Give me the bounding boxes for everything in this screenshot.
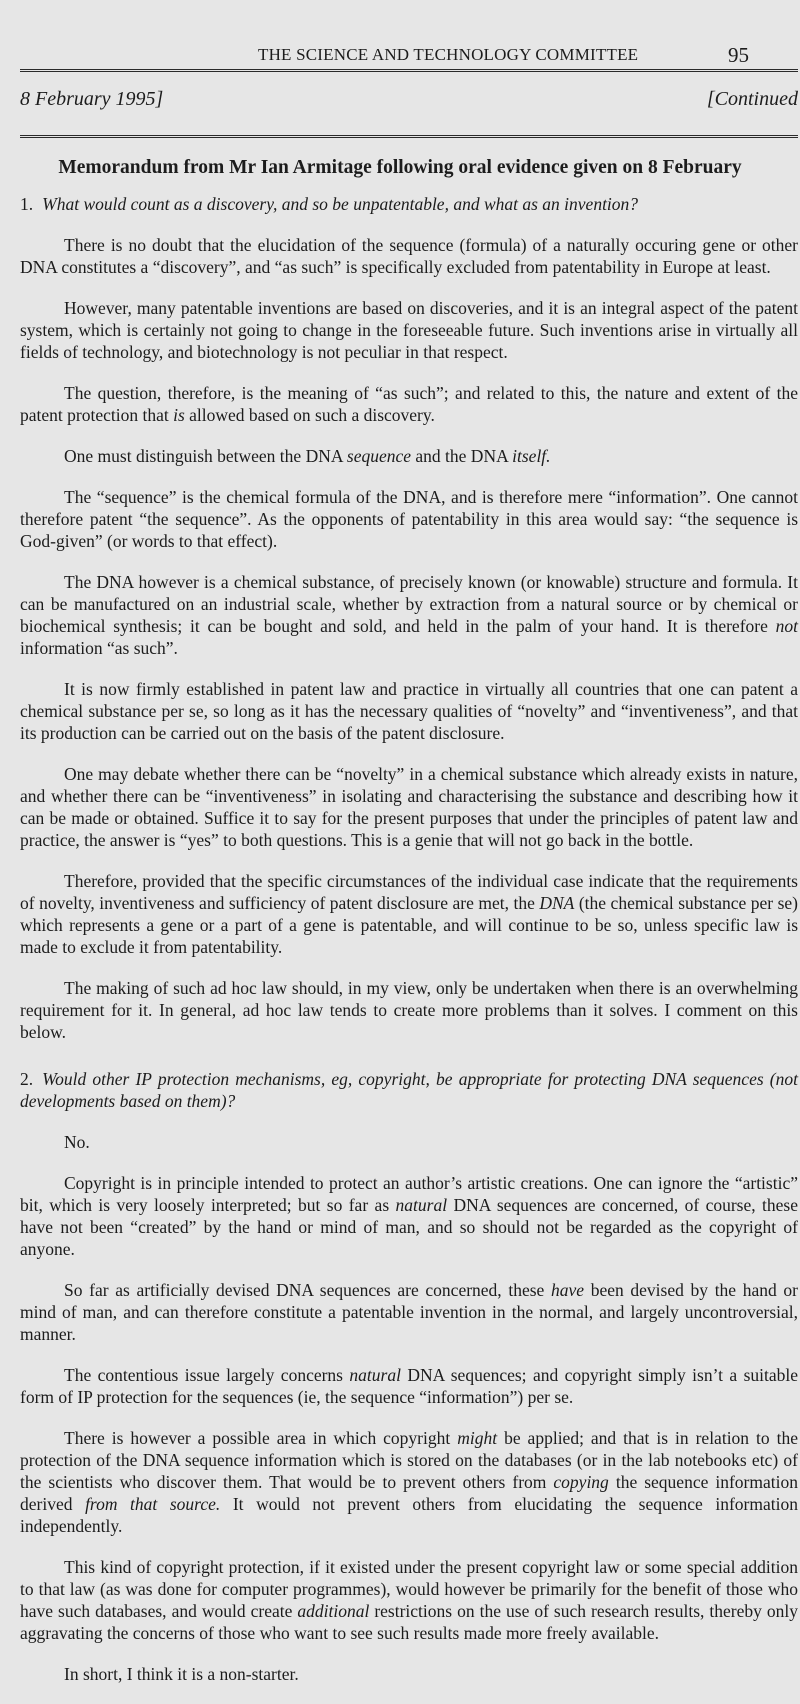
- paragraph: [20, 382, 798, 426]
- text-run: information “as such”.: [20, 638, 178, 658]
- text-run: and the DNA: [411, 446, 513, 466]
- emphasis: have: [550, 1280, 585, 1300]
- paragraph: [20, 1556, 798, 1644]
- text-run: The DNA however is a chemical substance, of precisely known (or knowable) structure and formula. It can be manufactured on an industrial scale, whether by extraction from a natural source or by chemical or biochemical synthesis; it can be bought and sold, and held in the palm of your hand. It is therefore: [20, 572, 798, 636]
- text-run: DNA sequences; and copyright simply isn’t a suitable form of IP protection for the sequences (ie, the sequence “information”) per se.: [20, 1365, 798, 1407]
- text-run: One must distinguish between the DNA: [64, 446, 347, 466]
- text-run: be applied; and that is in relation to the protection of the DNA sequence information which is stored on the databases (or in the lab notebooks etc) of the scientists who discover them. That would be to prevent others from: [20, 1428, 798, 1492]
- paragraph: One may debate whether there can be “novelty” in a chemical substance which already exists in nature, and whether there can be “inventiveness” in isolating and characterising the substance and describing how it can be made or obtained. Suffice it to say for the present purposes that under the principles of patent law and practice, the answer is “yes” to both questions. This is a genie that will not go back in the bottle.: [20, 764, 798, 850]
- emphasis: from that source.: [85, 1494, 221, 1514]
- question-number: 1.: [20, 194, 34, 214]
- question-2: [20, 1068, 798, 1112]
- paragraph: [20, 445, 798, 467]
- paragraph: [20, 1364, 798, 1408]
- emphasis: is: [173, 405, 185, 425]
- emphasis: not: [775, 616, 798, 636]
- paragraph: It is now firmly established in patent law and practice in virtually all countries that one can patent a chemical substance per se, so long as it has the necessary qualities of “novelty” and “inventiveness”, and that its production can be carried out on the basis of the patent disclosure.: [20, 679, 798, 743]
- text-run: The question, therefore, is the meaning of “as such”; and related to this, the nature and extent of the patent protection that: [20, 383, 798, 425]
- question-number: 2.: [20, 1069, 34, 1089]
- emphasis: additional: [297, 1601, 370, 1621]
- session-date: 8 February 1995]: [20, 88, 164, 110]
- text-run: So far as artificially devised DNA sequences are concerned, these: [64, 1280, 551, 1300]
- continued-label: [Continued: [706, 88, 798, 110]
- paragraph: No.: [64, 1132, 90, 1152]
- text-run: (the chemical substance per se) which represents a gene or a part of a gene is patentable, and will continue to be so, unless specific law is made to exclude it from patentability.: [20, 893, 798, 957]
- paragraph: [20, 1172, 798, 1260]
- paragraph: [20, 1279, 798, 1345]
- text-run: The contentious issue largely concerns: [64, 1365, 350, 1385]
- memo-body: [20, 193, 798, 1704]
- text-run: been devised by the hand or mind of man, and can therefore constitute a patentable invention in the normal, and largely uncontroversial, manner.: [20, 1280, 798, 1344]
- question-1: [20, 193, 798, 215]
- paragraph: [20, 1427, 798, 1537]
- question-text: Would other IP protection mechanisms, eg, copyright, be appropriate for protecting DNA sequences (not developments based on them)?: [20, 1069, 798, 1111]
- running-title: THE SCIENCE AND TECHNOLOGY COMMITTEE: [258, 45, 639, 64]
- text-run: There is however a possible area in which copyright: [64, 1428, 458, 1448]
- emphasis: DNA: [539, 893, 575, 913]
- paragraph: There is no doubt that the elucidation of the sequence (formula) of a naturally occuring gene or other DNA constitutes a “discovery”, and “as such” is specifically excluded from patentability in Europe at least.: [20, 235, 798, 277]
- text-run: Copyright is in principle intended to protect an author’s artistic creations. One can ignore the “artistic” bit, which is very loosely interpreted; but so far as: [20, 1173, 798, 1215]
- emphasis: itself.: [512, 446, 551, 466]
- text-run: This kind of copyright protection, if it existed under the present copyright law or some special addition to that law (as was done for computer programmes), would however be primarily for the benefit of those who have such databases, and would create: [20, 1557, 798, 1621]
- header-rule-bottom: [20, 135, 798, 138]
- emphasis: copying: [553, 1472, 609, 1492]
- paragraph: The making of such ad hoc law should, in my view, only be undertaken when there is an overwhelming requirement for it. In general, ad hoc law tends to create more problems than it solves. I comment on this below.: [20, 978, 798, 1042]
- header-rule-top: [20, 69, 798, 72]
- emphasis: natural: [349, 1365, 401, 1385]
- page-number: 95: [728, 43, 749, 67]
- emphasis: sequence: [346, 446, 412, 466]
- emphasis: natural: [395, 1195, 448, 1215]
- text-run: restrictions on the use of such research results, thereby only aggravating the concerns of those who want to see such results made more freely available.: [20, 1601, 798, 1643]
- paragraph: The “sequence” is the chemical formula of the DNA, and is therefore mere “information”. One cannot therefore patent “the sequence”. As the opponents of patentability in this area would say: “the sequence is God-given” (or words to that effect).: [20, 487, 798, 551]
- question-text: What would count as a discovery, and so be unpatentable, and what as an invention?: [42, 194, 639, 214]
- paragraph: However, many patentable inventions are based on discoveries, and it is an integral aspect of the patent system, which is certainly not going to change in the foreseeable future. Such inventions arise in virtually all fields of technology, and biotechnology is not peculiar in that respect.: [20, 298, 798, 362]
- text-run: It would not prevent others from elucidating the sequence information independently.: [20, 1494, 798, 1536]
- paragraph: [20, 870, 798, 958]
- text-run: allowed based on such a discovery.: [184, 405, 435, 425]
- text-run: DNA sequences are concerned, of course, these have not been “created” by the hand or mind of man, and so should not be regarded as the copyright of anyone.: [20, 1195, 798, 1259]
- emphasis: might: [457, 1428, 498, 1448]
- text-run: the sequence information derived: [20, 1472, 798, 1514]
- paragraph: [20, 571, 798, 659]
- paragraph: In short, I think it is a non-starter.: [64, 1664, 299, 1684]
- text-run: Therefore, provided that the specific circumstances of the individual case indicate that the requirements of novelty, inventiveness and sufficiency of patent disclosure are met, the: [20, 871, 798, 913]
- memo-title: Memorandum from Mr Ian Armitage following oral evidence given on 8 February: [58, 157, 742, 178]
